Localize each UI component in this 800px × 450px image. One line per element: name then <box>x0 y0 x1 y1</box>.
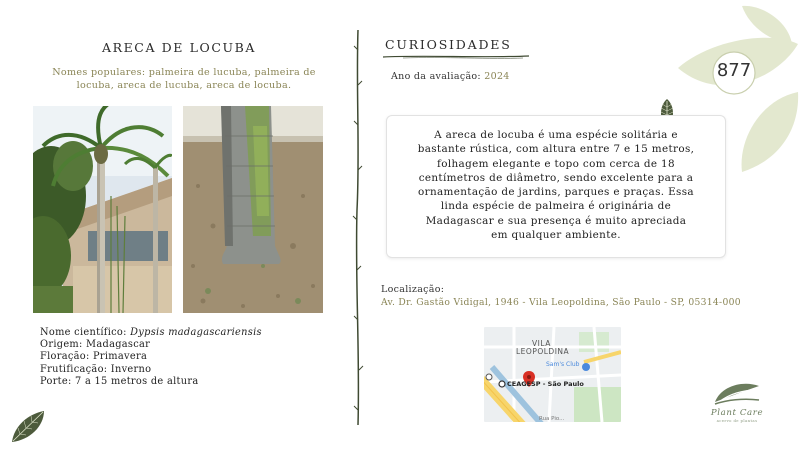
fruiting-row: Frutificação: Inverno <box>40 363 152 375</box>
curiosity-line: folhagem elegante e topo com cerca de 18 <box>437 157 675 170</box>
page-number: 877 <box>716 60 752 81</box>
curiosity-line: ornamentação de jardins, parques e praças. Essa <box>418 186 694 199</box>
brand-subtitle: acervo de plantas <box>716 418 758 423</box>
palm-trunk-photo <box>183 106 323 313</box>
species-facts <box>40 327 262 388</box>
curiosities-text-card <box>386 115 726 258</box>
popular-names-line-2: locuba, areca de lucuba, areca de locuba. <box>76 80 292 91</box>
evaluation-year <box>391 71 510 82</box>
leaf-corner-icon <box>8 408 48 446</box>
popular-names-line-1: Nomes populares: palmeira de lucuba, palmeira de <box>52 67 316 78</box>
leaf-bottom-shape <box>742 92 799 172</box>
species-title: ARECA DE LOCUBA <box>101 40 257 55</box>
map-district-line2: LEOPOLDINA <box>516 347 570 356</box>
scientific-name-row <box>40 327 262 339</box>
curiosity-line: Madagascar e sua presença é muito apreciada <box>425 214 687 227</box>
size-row: Porte: 7 a 15 metros de altura <box>40 375 199 387</box>
curiosity-line: bastante rústica, com altura entre 7 e 15 metros, <box>417 143 695 156</box>
location-label: Localização: <box>381 284 445 295</box>
title-underline <box>383 53 529 61</box>
map-main-label: CEAGESP - São Paulo <box>507 380 584 388</box>
curiosity-line: A areca de locuba é uma espécie solitária e <box>434 129 678 141</box>
palm-tree-photo <box>33 106 172 313</box>
map-store-label: Sam's Club <box>546 361 580 368</box>
store-pin-icon <box>582 363 590 371</box>
popular-names <box>40 66 328 92</box>
plant-care-logo-icon <box>713 380 761 406</box>
map-district-line1: VILA <box>532 339 551 348</box>
scientific-name-label: Nome científico: <box>40 327 127 338</box>
vertical-divider <box>348 30 368 425</box>
year-value: 2024 <box>484 71 510 82</box>
location-map[interactable] <box>484 327 621 422</box>
location-address[interactable]: Av. Dr. Gastão Vidigal, 1946 - Vila Leopoldina, São Paulo - SP, 05314-000 <box>381 297 741 308</box>
year-label: Ano da avaliação: <box>391 71 481 82</box>
curiosity-line: centímetros de diâmetro, sendo excelente para a <box>418 171 694 184</box>
scientific-name-value: Dypsis madagascariensis <box>130 327 262 338</box>
curiosity-line: em qualquer ambiente. <box>491 229 621 242</box>
brand-name: Plant Care <box>710 408 764 418</box>
curiosities-title: CURIOSIDADES <box>385 37 512 52</box>
origin-row: Origem: Madagascar <box>40 339 151 351</box>
map-road-label: Rua Pio... <box>539 416 565 422</box>
flowering-row: Floração: Primavera <box>40 351 148 363</box>
curiosity-line: linda espécie de palmeira é originária de <box>440 200 672 213</box>
